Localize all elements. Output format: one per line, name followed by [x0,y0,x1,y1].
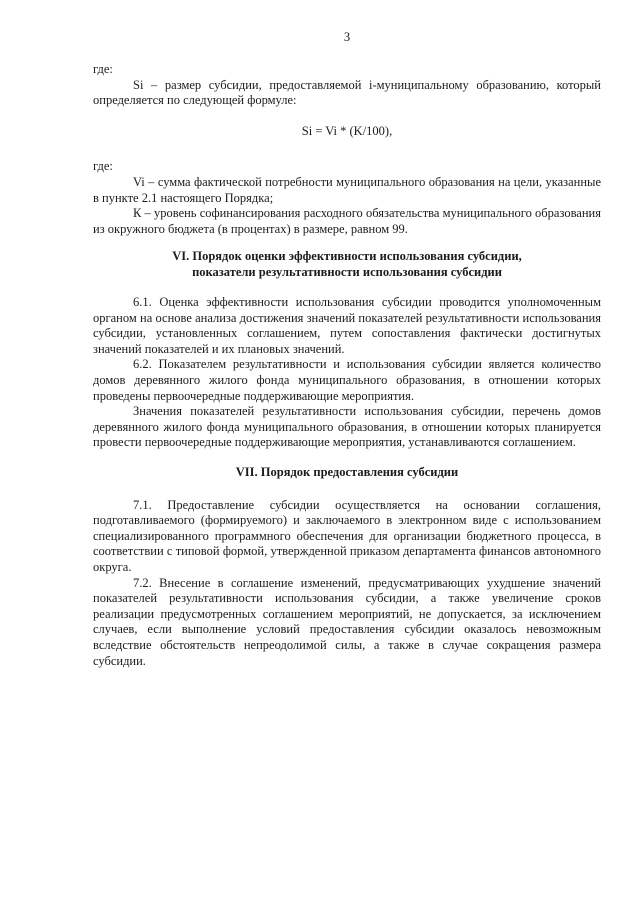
section-6-heading-line2: показатели результативности использования субсидии [192,265,502,280]
paragraph-6-2: 6.2. Показателем результативности и использования субсидии является количество домов деревянного жилого фонда муниципального образования, в отношении которых проведены первоочередные поддерживающие мероприятия. [93,357,601,403]
section-7-heading: VII. Порядок предоставления субсидии [235,464,459,479]
paragraph-indicator-values: Значения показателей результативности использования субсидии, перечень домов деревянного жилого фонда муниципального образования, в отношении которых планируется провести первоочередные поддерживающие мероприятия, устанавливаются соглашением. [93,404,601,450]
vi-definition: Vi – сумма фактической потребности муниципального образования на цели, указанные в пункте 2.1 настоящего Порядка; [93,174,601,205]
page-number: 3 [343,30,351,44]
section-6-heading-line1: VI. Порядок оценки эффективности использования субсидии, [172,249,522,264]
section-6-heading [93,249,601,281]
si-definition: Si – размер субсидии, предоставляемой i-муниципальному образованию, который определяется по следующей формуле: [93,77,601,108]
subsidy-formula: Si = Vi * (K/100), [301,123,393,138]
paragraph-7-1: 7.1. Предоставление субсидии осуществляется на основании соглашения, подготавливаемого (формируемого) и заключаемого в электронном виде с использованием специализированного программного обеспечения для организации бюджетного процесса, в соответствии с типовой формой, утвержденной приказом департамента финансов автономного округа. [93,497,601,575]
where-label-2: где: [93,159,113,174]
paragraph-7-2: 7.2. Внесение в соглашение изменений, предусматривающих ухудшение значений показателей результативности использования субсидии, а также увеличение сроков реализации предусмотренных соглашением мероприятий, не допускается, за исключением случаев, если выполнение условий предоставления субсидии оказалось невозможным вследствие обстоятельств непреодолимой силы, а также в случае сокращения размера субсидии. [93,575,601,668]
paragraph-6-1: 6.1. Оценка эффективности использования субсидии проводится уполномоченным органом на основе анализа достижения значений показателей результативности использования субсидии, установленных соглашением, путем сопоставления фактически достигнутых значений показателей и их плановых значений. [93,294,601,356]
k-definition: К – уровень софинансирования расходного обязательства муниципального образования из окружного бюджета (в процентах) в размере, равном 99. [93,206,601,236]
document-body [93,62,601,669]
where-label-1: где: [93,62,113,76]
